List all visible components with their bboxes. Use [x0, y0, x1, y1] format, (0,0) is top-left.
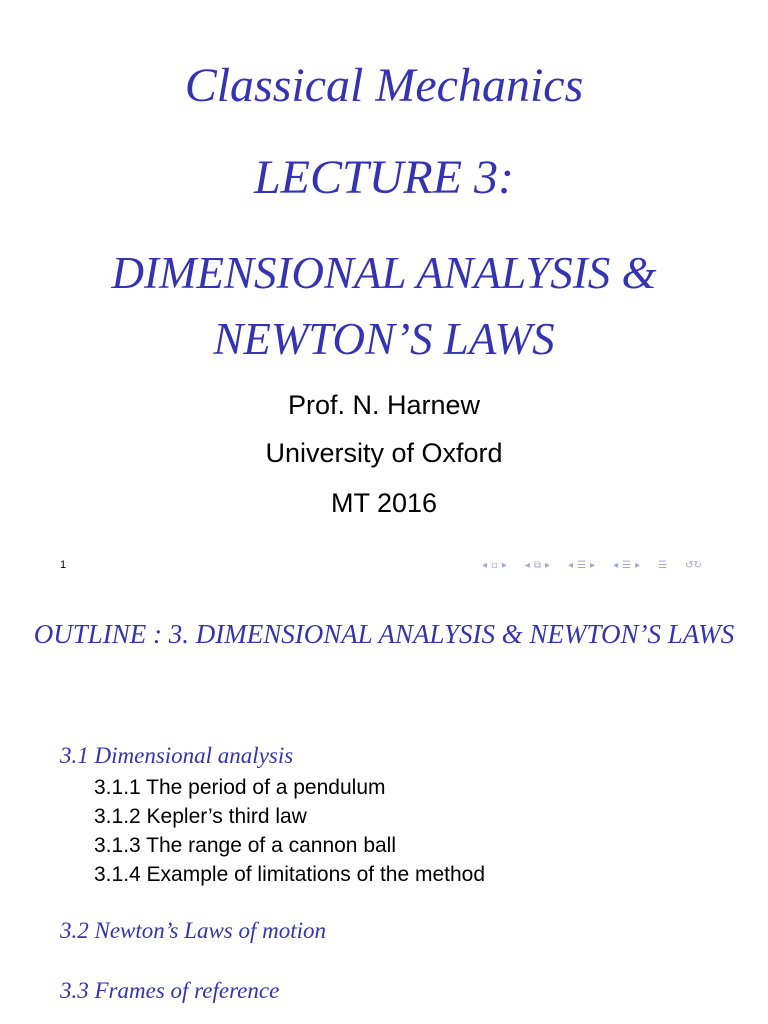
- page-number: 1: [60, 559, 67, 571]
- topic-title-line-2: NEWTON’S LAWS: [213, 314, 555, 364]
- topic-title-line-1: DIMENSIONAL ANALYSIS &: [111, 248, 657, 298]
- nav-next-subsection-icon[interactable]: ▸: [545, 560, 551, 571]
- nav-next-frame-icon[interactable]: ▸: [501, 560, 507, 571]
- nav-next-section-alt-icon[interactable]: ▸: [635, 560, 641, 571]
- course-title: Classical Mechanics: [184, 59, 584, 112]
- list-item: 3.1.1 The period of a pendulum: [94, 776, 386, 799]
- nav-prev-frame-icon[interactable]: ◂: [482, 560, 488, 571]
- section-heading-3-2: 3.2 Newton’s Laws of motion: [60, 918, 327, 943]
- nav-appendix-icon[interactable]: ☰: [658, 560, 668, 571]
- beamer-navigation-bar: [482, 558, 702, 574]
- institution-name: University of Oxford: [265, 438, 503, 468]
- lecture-title: LECTURE 3:: [253, 151, 514, 204]
- nav-prev-section-icon[interactable]: ◂: [568, 560, 574, 571]
- nav-prev-section-alt-icon[interactable]: ◂: [613, 560, 619, 571]
- author-name: Prof. N. Harnew: [287, 390, 481, 420]
- nav-search-icon[interactable]: ↺↻: [685, 560, 702, 571]
- nav-subsection-icon[interactable]: ⧉: [533, 560, 542, 571]
- section-heading-3-1: 3.1 Dimensional analysis: [60, 743, 294, 768]
- nav-section-alt-icon[interactable]: ☰: [622, 560, 632, 571]
- list-item: 3.1.4 Example of limitations of the method: [94, 863, 486, 886]
- outline-slide: [0, 583, 768, 1024]
- list-item: 3.1.3 The range of a cannon ball: [94, 834, 397, 857]
- nav-prev-subsection-icon[interactable]: ◂: [524, 560, 530, 571]
- subsection-list: [94, 773, 485, 889]
- nav-next-section-icon[interactable]: ▸: [590, 560, 596, 571]
- nav-frame-icon[interactable]: ▫: [491, 560, 498, 571]
- nav-section-icon[interactable]: ☰: [577, 560, 587, 571]
- outline-title: OUTLINE : 3. DIMENSIONAL ANALYSIS & NEWTON’S LAWS: [33, 619, 735, 649]
- term-label: MT 2016: [330, 488, 438, 518]
- section-heading-3-3: 3.3 Frames of reference: [60, 978, 280, 1003]
- list-item: 3.1.2 Kepler’s third law: [94, 805, 307, 828]
